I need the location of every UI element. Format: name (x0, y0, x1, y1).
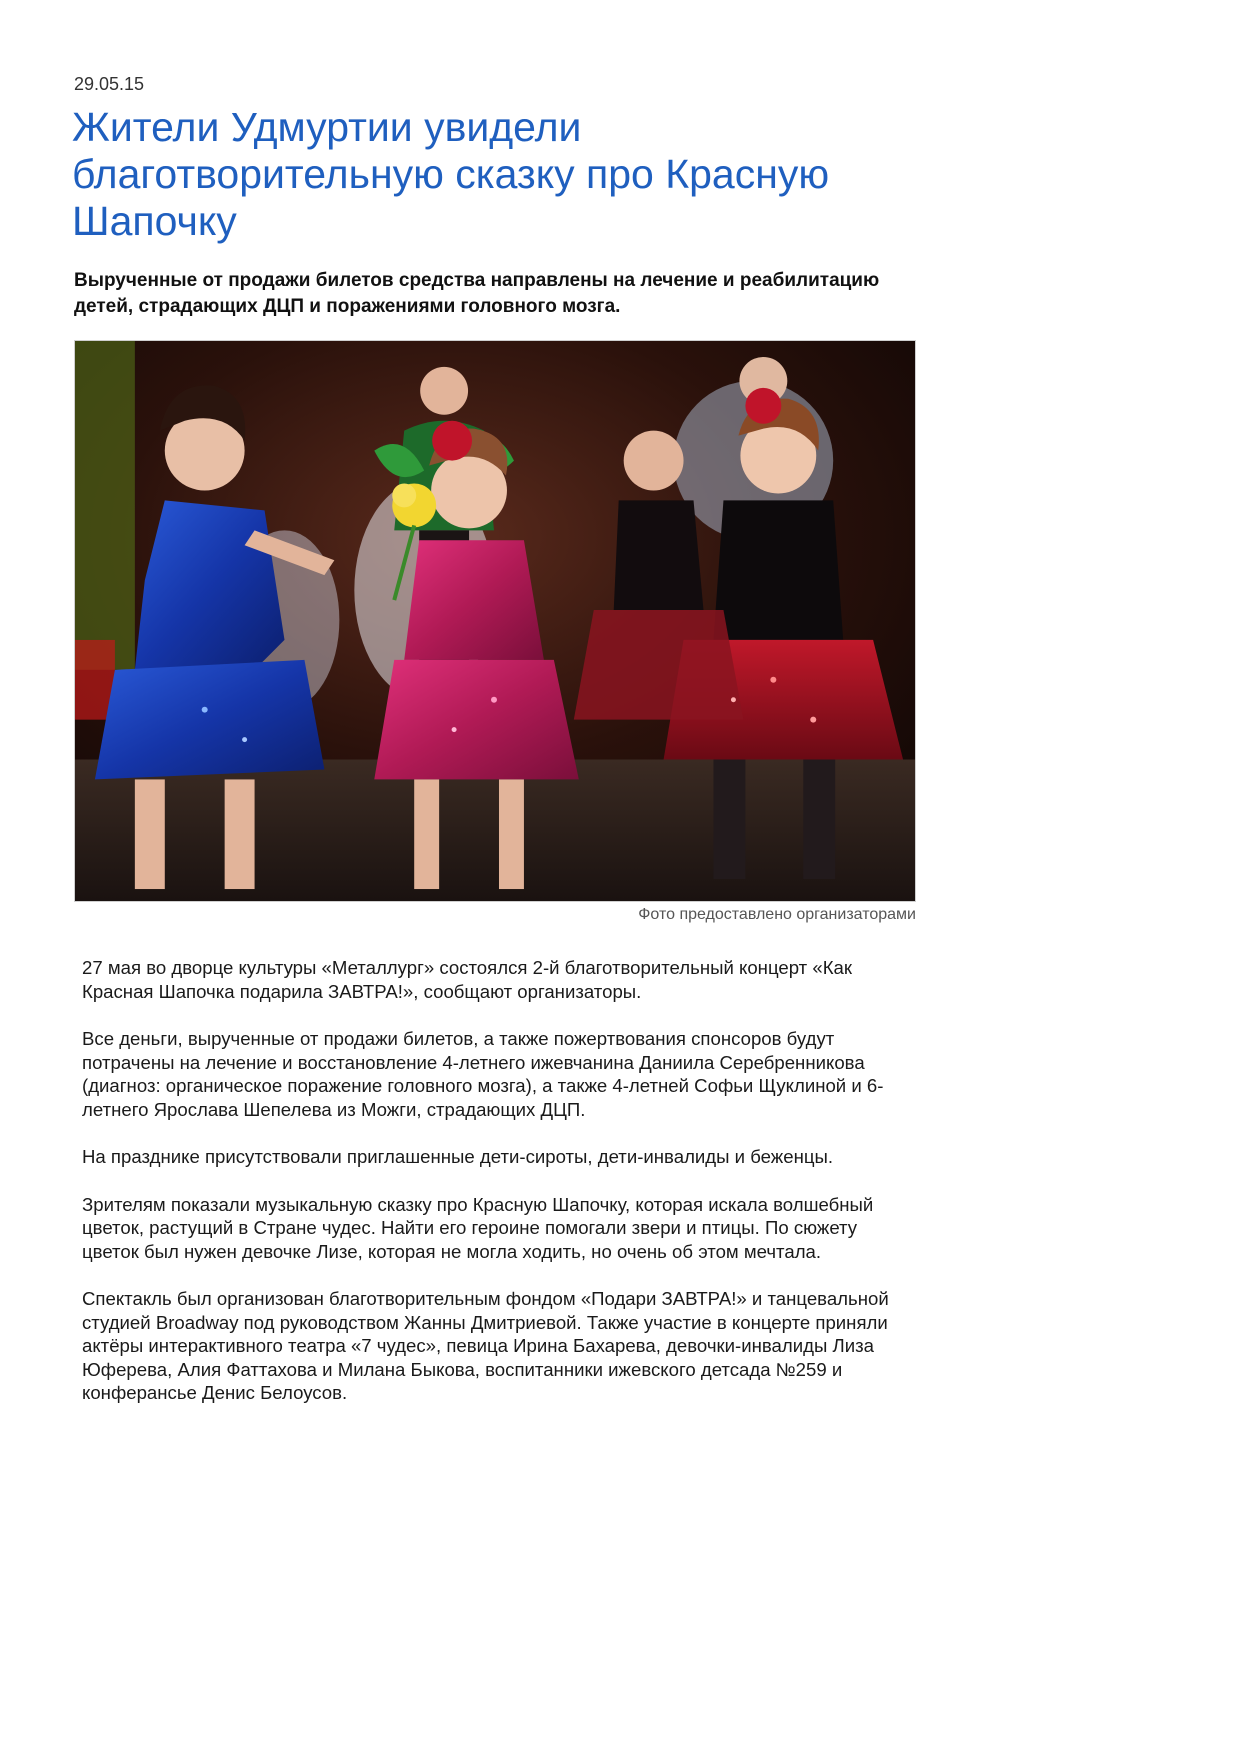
article-paragraph: Все деньги, вырученные от продажи билетов, а также пожертвования спонсоров будут потрачены на лечение и восстановление 4-летнего ижевчанина Даниила Серебренникова (диагноз: органическое поражение головного мозга), а также 4-летней Софьи Щуклиной и 6-летнего Ярослава Шепелева из Можги, страдающих ДЦП. (82, 1028, 884, 1120)
article-paragraph: Зрителям показали музыкальную сказку про Красную Шапочку, которая искала волшебный цветок, растущий в Стране чудес. Найти его героине помогали звери и птицы. По сюжету цветок был нужен девочке Лизе, которая не могла ходить, но очень об этом мечтала. (82, 1193, 874, 1262)
stage-dance-photo (75, 341, 915, 901)
article-date: 29.05.15 (74, 74, 145, 94)
photo-caption: Фото предоставлено организаторами (638, 906, 916, 923)
article-lead: Вырученные от продажи билетов средства направлены на лечение и реабилитацию детей, страдающих ДЦП и поражениями головного мозга. (74, 270, 880, 317)
article-paragraph: На празднике присутствовали приглашенные дети-сироты, дети-инвалиды и беженцы. (82, 1146, 834, 1167)
article-paragraph: Спектакль был организован благотворительным фондом «Подари ЗАВТРА!» и танцевальной студией Broadway под руководством Жанны Дмитриевой. Также участие в концерте приняли актёры интерактивного театра «7 чудес», певица Ирина Бахарева, девочки-инвалиды Лиза Юферева, Алия Фаттахова и Милана Быкова, воспитанники ижевского детсада №259 и конферансье Денис Белоусов. (82, 1288, 889, 1403)
article-body (82, 956, 916, 1429)
article-paragraph: 27 мая во дворце культуры «Металлург» состоялся 2-й благотворительный концерт «Как Красная Шапочка подарила ЗАВТРА!», сообщают организаторы. (82, 957, 852, 1002)
article-photo (74, 340, 916, 902)
article-title: Жители Удмуртии увидели благотворительную сказку про Красную Шапочку (72, 104, 830, 244)
